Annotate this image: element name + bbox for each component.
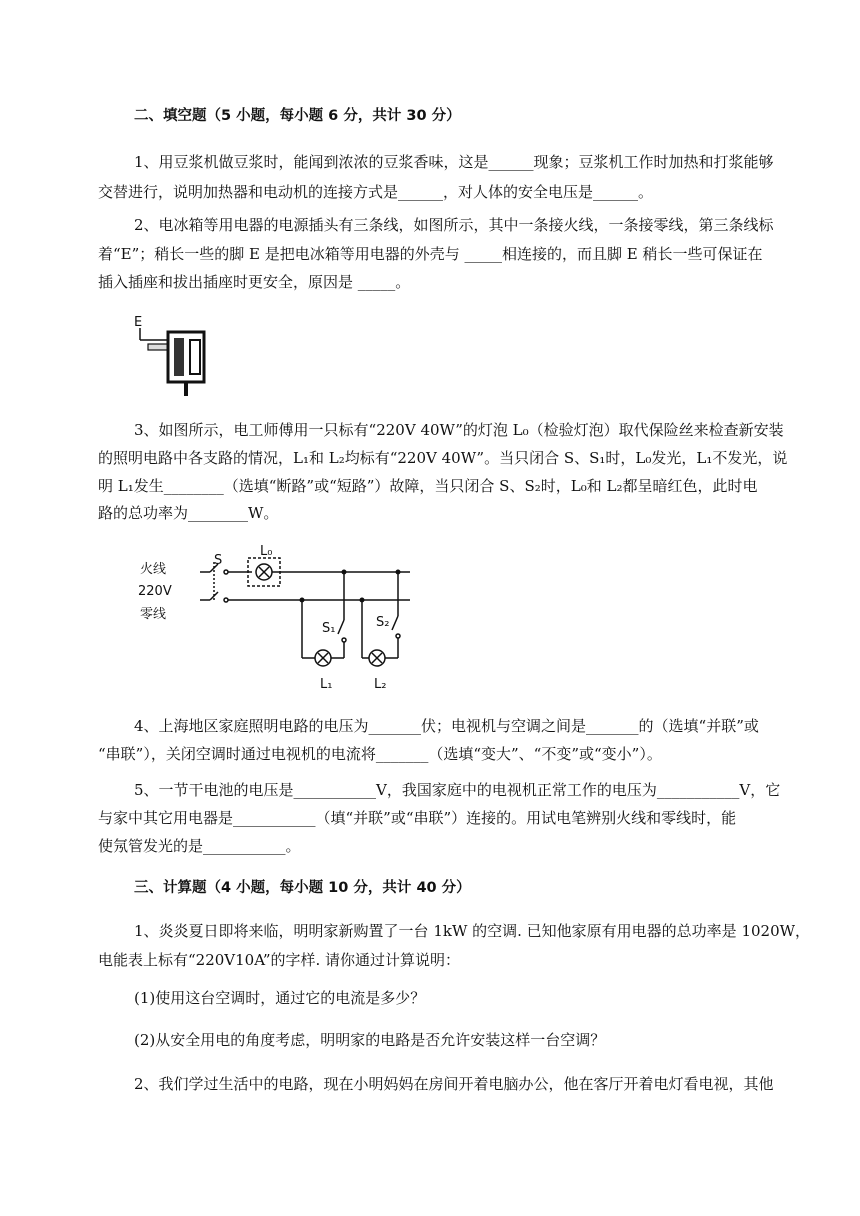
label-switch-s: S xyxy=(214,553,223,568)
plug-diagram xyxy=(128,310,218,400)
label-lamp-l1: L₁ xyxy=(320,677,333,690)
calc-q2-line-1: 2、我们学过生活中的电路，现在小明妈妈在房间开着电脑办公，他在客厅开着电灯看电视，其他 xyxy=(134,1075,774,1093)
label-lamp-l0: L₀ xyxy=(260,544,273,559)
fill-q5-line-2: 与家中其它用电器是___________（填“并联”或“串联”）连接的。用试电笔辨别火线和零线时，能 xyxy=(98,809,737,827)
fill-q3-line-1: 3、如图所示，电工师傅用一只标有“220V 40W”的灯泡 L₀（检验灯泡）取代保险丝来检查新安装 xyxy=(134,421,784,439)
section-3-heading: 三、计算题（4 小题，每小题 10 分，共计 40 分） xyxy=(134,880,471,896)
label-live-wire: 火线 xyxy=(140,562,167,577)
fill-q3-line-2: 的照明电路中各支路的情况，L₁和 L₂均标有“220V 40W”。当只闭合 S、S₁时，L₀发光，L₁不发光，说 xyxy=(98,449,788,467)
label-neutral-wire: 零线 xyxy=(140,607,167,622)
fill-q2-line-1: 2、电冰箱等用电器的电源插头有三条线，如图所示，其中一条接火线，一条接零线，第三条线标 xyxy=(134,216,774,234)
fill-q1-line-1: 1、用豆浆机做豆浆时，能闻到浓浓的豆浆香味，这是______现象；豆浆机工作时加热和打浆能够 xyxy=(134,153,774,171)
fill-q3-line-3: 明 L₁发生________（选填“断路”或“短路”）故障，当只闭合 S、S₂时，L₀和 L₂都呈暗红色，此时电 xyxy=(98,477,758,495)
calc-q1-line-1: 1、炎炎夏日即将来临，明明家新购置了一台 1kW 的空调. 已知他家原有用电器的总功率是 1020W， xyxy=(134,922,811,940)
calc-q1-line-2: 电能表上标有“220V10A”的字样. 请你通过计算说明： xyxy=(98,951,461,969)
calc-q1-sub-1: (1)使用这台空调时，通过它的电流是多少？ xyxy=(134,989,426,1007)
label-220v: 220V xyxy=(138,584,172,599)
circuit-diagram xyxy=(130,540,420,690)
fill-q3-line-4: 路的总功率为________W。 xyxy=(98,504,279,522)
fill-q4-line-1: 4、上海地区家庭照明电路的电压为_______伏；电视机与空调之间是_______的（选填“并联”或 xyxy=(134,717,759,735)
label-switch-s1: S₁ xyxy=(322,621,336,636)
label-switch-s2: S₂ xyxy=(376,615,390,630)
fill-q2-line-2: 着“E”；稍长一些的脚 E 是把电冰箱等用电器的外壳与 _____相连接的，而且脚 E 稍长一些可保证在 xyxy=(98,245,763,263)
section-2-heading: 二、填空题（5 小题，每小题 6 分，共计 30 分） xyxy=(134,108,461,124)
plug-label-e: E xyxy=(134,315,143,330)
fill-q5-line-3: 使氖管发光的是___________。 xyxy=(98,837,301,855)
fill-q5-line-1: 5、一节干电池的电压是___________V，我国家庭中的电视机正常工作的电压为___________V，它 xyxy=(134,781,781,799)
calc-q1-sub-2: (2)从安全用电的角度考虑，明明家的电路是否允许安装这样一台空调？ xyxy=(134,1031,606,1049)
fill-q1-line-2: 交替进行，说明加热器和电动机的连接方式是______，对人体的安全电压是______。 xyxy=(98,183,654,201)
fill-q4-line-2: “串联”），关闭空调时通过电视机的电流将_______（选填“变大”、“不变”或“变小”）。 xyxy=(98,745,662,763)
fill-q2-line-3: 插入插座和拔出插座时更安全，原因是 _____。 xyxy=(98,273,411,291)
label-lamp-l2: L₂ xyxy=(374,677,387,690)
